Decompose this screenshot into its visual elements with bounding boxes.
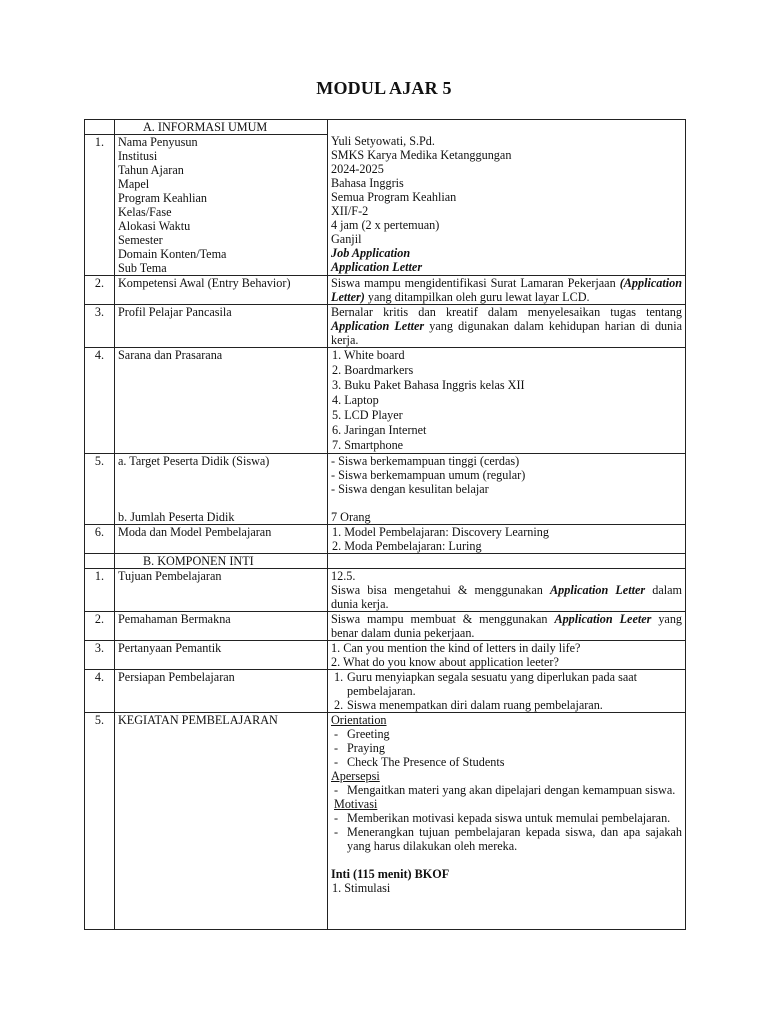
time-value: 4 jam (2 x pertemuan) [331,218,440,232]
objective-text: Siswa bisa mengetahui & menggunakan [331,583,543,597]
row-number: 3. [85,305,115,348]
orientation-item: - Praying [331,741,682,755]
institution-value: SMKS Karya Medika Ketanggungan [331,148,512,162]
row-number: 6. [85,525,115,554]
meaningful-label: Pemahaman Bermakna [115,612,328,641]
stimulation-item: 1. Stimulasi [332,881,391,895]
label-semester: Semester [118,233,163,247]
motivasi-item: - Memberikan motivasi kepada siswa untuk memulai pembelajaran. [331,811,682,825]
entry-behavior-label: Kompetensi Awal (Entry Behavior) [115,276,328,305]
meaningful-emphasis: Application Leeter [554,612,652,626]
question-item: 1. Can you mention the kind of letters in daily life? [331,641,581,655]
subtheme-value: Application Letter [331,260,423,274]
model-list [328,525,686,554]
row-number: 1. [85,135,115,276]
apersepsi-heading: Apersepsi [331,769,380,783]
section-a-header-row [85,120,686,135]
profile-text-2: yang digunakan dalam kehidupan harian di [429,319,650,333]
model-item: 2. Moda Pembelajaran: Luring [332,539,482,553]
objective-label: Tujuan Pembelajaran [115,569,328,612]
profile-value [328,305,686,348]
program-value: Semua Program Keahlian [331,190,457,204]
general-info-labels [115,135,328,276]
entry-behavior-row [85,276,686,305]
entry-behavior-text: Siswa mampu mengidentifikasi Surat Lamaran Pekerjaan [331,276,616,290]
target-item: - Siswa dengan kesulitan belajar [331,482,489,496]
item-text: Siswa menempatkan diri dalam ruang pembelajaran. [347,698,603,712]
count-value: 7 Orang [331,510,371,524]
questions-row [85,641,686,670]
preparation-list [328,670,686,713]
objective-text-2: dalam dunia kerja. [331,583,683,611]
domain-value: Job Application [331,246,411,260]
label-program: Program Keahlian [118,191,208,205]
question-item: 2. What do you know about application leeter? [331,655,559,669]
author-value: Yuli Setyowati, S.Pd. [331,134,435,148]
row-number: 3. [85,641,115,670]
year-value: 2024-2025 [331,162,384,176]
students-values [328,454,686,525]
objective-code: 12.5. [331,569,356,583]
meaningful-value [328,612,686,641]
students-labels [115,454,328,525]
label-institution: Institusi [118,149,158,163]
section-b-title: B. KOMPONEN INTI [115,554,328,569]
row-number: 4. [85,348,115,454]
profile-text: Bernalar kritis dan kreatif dalam menyelesaikan tugas tentang [331,305,682,319]
facility-item: 1. White board [332,348,405,362]
entry-behavior-text-2: yang ditampilkan oleh guru lewat layar [367,290,560,304]
entry-behavior-text-3: LCD. [562,290,590,304]
label-year: Tahun Ajaran [118,163,184,177]
subject-value: Bahasa Inggris [331,176,404,190]
class-value: XII/F-2 [331,204,369,218]
apersepsi-item: - Mengaitkan materi yang akan dipelajari dengan kemampuan siswa. [331,783,682,797]
preparation-item [331,670,682,698]
facility-item: 5. LCD Player [332,408,403,422]
facility-item: 2. Boardmarkers [332,363,414,377]
document-title: MODUL AJAR 5 [316,78,452,98]
activities-row [85,713,686,930]
motivasi-heading: Motivasi [334,797,378,811]
label-domain: Domain Konten/Tema [118,247,227,261]
label-subject: Mapel [118,177,150,191]
facilities-label: Sarana dan Prasarana [115,348,328,454]
label-time: Alokasi Waktu [118,219,191,233]
section-a-title: A. INFORMASI UMUM [115,120,328,135]
row-number: 4. [85,670,115,713]
facility-item: 7. Smartphone [332,438,404,452]
facilities-row [85,348,686,454]
label-author: Nama Penyusun [118,135,198,149]
orientation-item: - Greeting [331,727,682,741]
general-info-values [328,120,686,276]
orientation-heading: Orientation [331,713,387,727]
row-number: 1. [85,569,115,612]
item-number: 2. [334,698,344,712]
facility-item: 6. Jaringan Internet [332,423,427,437]
motivasi-item: - Menerangkan tujuan pembelajaran kepada siswa, dan apa sajakah yang harus dilakukan oleh mereka. [331,825,682,853]
profile-text-3: dunia kerja. [331,319,683,347]
target-item: - Siswa berkemampuan umum (regular) [331,468,526,482]
count-label: b. Jumlah Peserta Didik [118,510,235,524]
students-row [85,454,686,525]
target-label: a. Target Peserta Didik (Siswa) [118,454,270,468]
row-number: 2. [85,276,115,305]
activities-content [328,713,686,930]
module-table [84,119,686,930]
section-b-header-row [85,554,686,569]
questions-list [328,641,686,670]
label-subtheme: Sub Tema [118,261,167,275]
item-text: Guru menyiapkan segala sesuatu yang diperlukan pada saat pembelajaran. [347,670,638,698]
item-number: 1. [334,670,344,684]
model-label: Moda dan Model Pembelajaran [115,525,328,554]
profile-label: Profil Pelajar Pancasila [115,305,328,348]
preparation-label: Persiapan Pembelajaran [115,670,328,713]
row-number: 5. [85,454,115,525]
meaningful-text-2: yang benar dalam dunia pekerjaan. [331,612,683,640]
core-activity-heading: Inti (115 menit) BKOF [331,867,450,881]
model-row [85,525,686,554]
preparation-row [85,670,686,713]
orientation-item: - Check The Presence of Students [331,755,682,769]
meaningful-row [85,612,686,641]
objective-value [328,569,686,612]
questions-label: Pertanyaan Pemantik [115,641,328,670]
preparation-item [331,698,682,712]
profile-row [85,305,686,348]
facility-item: 4. Laptop [332,393,379,407]
activities-label: KEGIATAN PEMBELAJARAN [115,713,328,930]
entry-behavior-emphasis: (Application Letter) [331,276,683,304]
meaningful-text: Siswa mampu membuat & menggunakan [331,612,548,626]
profile-emphasis: Application Letter [331,319,425,333]
objective-emphasis: Application Letter [550,583,646,597]
row-number: 2. [85,612,115,641]
label-class: Kelas/Fase [118,205,172,219]
semester-value: Ganjil [331,232,362,246]
target-item: - Siswa berkemampuan tinggi (cerdas) [331,454,520,468]
row-number: 5. [85,713,115,930]
entry-behavior-value [328,276,686,305]
objective-row [85,569,686,612]
facilities-list [328,348,686,454]
model-item: 1. Model Pembelajaran: Discovery Learning [332,525,549,539]
facility-item: 3. Buku Paket Bahasa Inggris kelas XII [332,378,525,392]
